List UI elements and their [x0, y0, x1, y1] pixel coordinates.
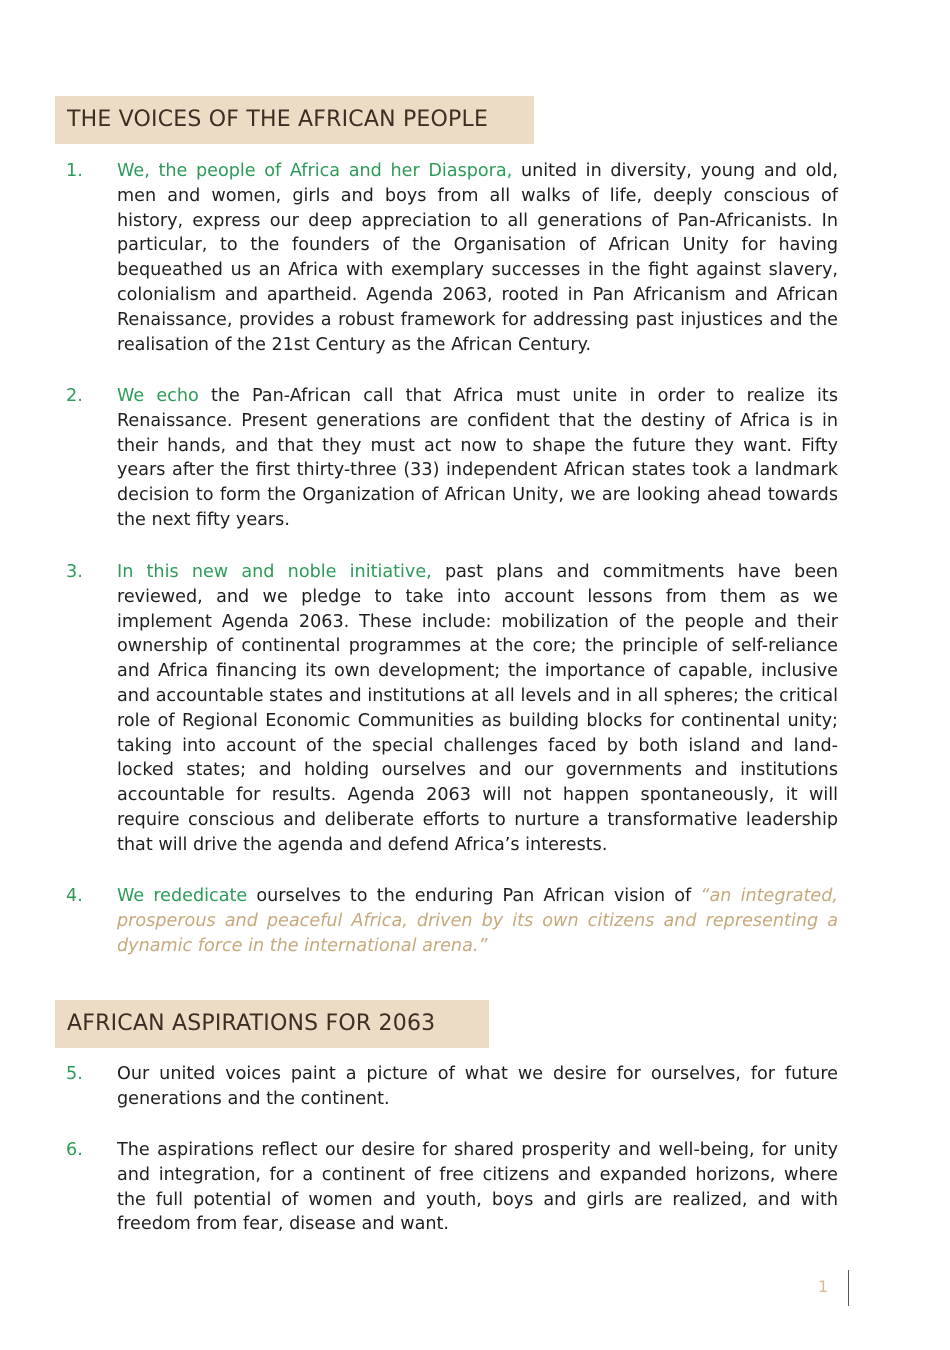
list-item [66, 384, 838, 533]
item-text: past plans and commitments have been reviewed, and we pledge to take into account lessons from them as we implement Agenda 2063. These include: mobilization of the people and their ownership of continental programmes at the core; the principle of self-reliance and Africa financing its own development; the importance of capable, inclusive and accountable states and institutions at all levels and in all spheres; the critical role of Regional Economic Communities as building blocks for continental unity; taking into account of the special challenges faced by both island and land-locked states; and holding ourselves and our governments and institutions accountable for results. Agenda 2063 will not happen spontaneously, it will require conscious and deliberate efforts to nurture a transformative leadership that will drive the agenda and defend Africa’s interests. [117, 562, 838, 855]
item-paragraph [117, 884, 838, 958]
list-item [66, 1138, 838, 1237]
item-paragraph [117, 384, 838, 533]
item-lead: We echo [117, 386, 199, 406]
item-number: 1. [66, 161, 83, 181]
page-number-divider [848, 1270, 849, 1306]
item-number: 2. [66, 386, 83, 406]
section-heading-aspirations: AFRICAN ASPIRATIONS FOR 2063 [55, 1000, 489, 1048]
item-number: 6. [66, 1140, 83, 1160]
list-item [66, 884, 838, 958]
item-number: 5. [66, 1064, 83, 1084]
item-text: Our united voices paint a picture of what we desire for ourselves, for future generations and the continent. [117, 1064, 838, 1109]
item-lead: We, the people of Africa and her Diaspora, [117, 161, 513, 181]
list-item [66, 159, 838, 357]
item-text: united in diversity, young and old, men and women, girls and boys from all walks of life, deeply conscious of history, express our deep appreciation to all generations of Pan-Africanists. In particular, to the founders of the Organisation of African Unity for having bequeathed us an Africa with exemplary successes in the fight against slavery, colonialism and apartheid. Agenda 2063, rooted in Pan Africanism and African Renaissance, provides a robust framework for addressing past injustices and the realisation of the 21st Century as the African Century. [117, 161, 838, 355]
item-lead: We rededicate [117, 886, 248, 906]
item-paragraph [117, 1138, 838, 1237]
item-text: the Pan-African call that Africa must unite in order to realize its Renaissance. Present generations are confident that the destiny of Africa is in their hands, and that they must act now to shape the future they want. Fifty years after the first thirty-three (33) independent African states took a landmark decision to form the Organization of African Unity, we are looking ahead towards the next fifty years. [117, 386, 838, 530]
item-number: 3. [66, 562, 83, 582]
item-paragraph [117, 1062, 838, 1112]
section-heading-voices: THE VOICES OF THE AFRICAN PEOPLE [55, 96, 534, 144]
item-text: ourselves to the enduring Pan African vision of [247, 886, 701, 906]
item-lead: In this new and noble initiative, [117, 562, 432, 582]
item-number: 4. [66, 886, 83, 906]
item-text: The aspirations reflect our desire for shared prosperity and well-being, for unity and integration, for a continent of free citizens and expanded horizons, where the full potential of women and youth, boys and girls are realized, and with freedom from fear, disease and want. [117, 1140, 838, 1235]
page-number: 1 [818, 1277, 829, 1296]
item-paragraph [117, 560, 838, 858]
item-paragraph [117, 159, 838, 357]
vision-quote: “an integrated, prosperous and peaceful Africa, driven by its own citizens and representing a dynamic force in the international arena.” [117, 886, 838, 956]
list-item [66, 1062, 838, 1112]
list-item [66, 560, 838, 858]
